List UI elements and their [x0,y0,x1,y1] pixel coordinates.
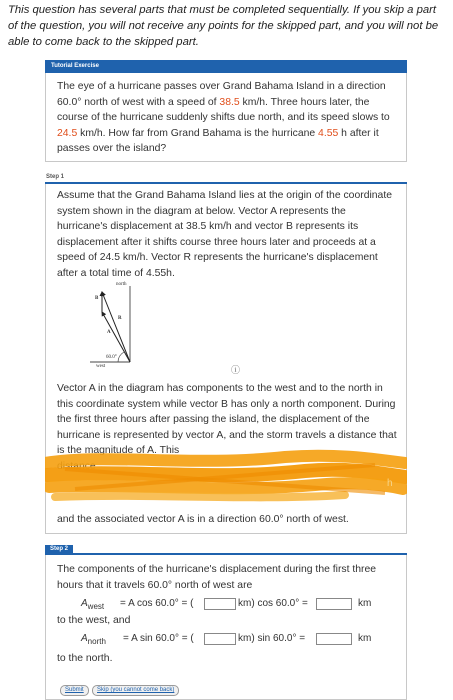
a-north-sin-text: km) sin 60.0° = [238,633,306,644]
orange-scribble [45,449,407,504]
speed2-value: 24.5 [57,127,78,139]
unit-h-label: h [387,478,393,489]
step2-intro: The components of the hurricane's displacement during the first three hours that it travels 60.0° north of west are [57,564,377,591]
step1-label: Step 1 [46,174,65,180]
a-west-cos-text: km) cos 60.0° = [238,598,308,609]
a-west-equation: = A cos 60.0° = ( [120,598,194,609]
a-west-unit: km [358,598,372,609]
a-north-symbol: A [81,633,88,644]
a-north-equation: = A sin 60.0° = ( [123,633,194,644]
a-magnitude-input-2[interactable] [204,633,236,645]
problem-text-3: km/h. How far from Grand Bahama is the hurricane [77,127,319,139]
a-west-symbol: A [81,598,88,609]
angle-arc [118,352,124,362]
time-value: 4.55 [318,127,339,139]
speed1-value: 38.5 [219,96,240,108]
vector-r-label: R [118,316,122,321]
info-icon[interactable]: ⓘ [231,365,241,375]
a-west-input[interactable] [316,598,352,610]
step1-text: Assume that the Grand Bahama Island lies at the origin of the coordinate system shown in the diagram at below. Vector A represents the hurricane's displacement at 38.5 km/h and vector B represents its displacement after it shifts course three hours later and proceeds at a speed of 24.5 km/h. Vector R represents the hurricane's displacement after a total time of 4.55h. [57,190,393,279]
tutorial-header: Tutorial Exercise [45,60,407,73]
problem-statement [57,79,397,157]
north-label: north [116,282,127,287]
a-magnitude-input-1[interactable] [204,598,236,610]
step1-cut-text: distance [57,461,96,472]
vector-a-label: A [107,330,111,335]
step1-text2: Vector A in the diagram has components to the west and to the north in this coordinate system while vector B has only a north component. During the first three hours after passing the island, the displacement of the hurricane is represented by vector A, and the storm travels a distance that is the magnitude of A. This [57,383,397,457]
west-label: west [96,364,106,369]
a-north-unit: km [358,633,372,644]
problem-text-4: h after it passes over the island? [57,127,379,155]
step1-tail: and the associated vector A is in a direction 60.0° north of west. [57,514,349,525]
problem-text-1: The eye of a hurricane passes over Grand Bahama Island in a direction 60.0° north of west with a speed of [57,81,386,108]
a-north-input[interactable] [316,633,352,645]
step2-label: Step 2 [45,545,73,553]
a-north-row [57,631,397,647]
problem-text-2: km/h. Three hours later, the course of the hurricane suddenly shifts due north, and its speed slows to [57,96,390,124]
vector-b-label: B [95,296,99,301]
angle-label: 60.0° [106,355,117,360]
submit-button[interactable]: Submit [60,685,89,696]
to-west-text: to the west, and [57,615,131,626]
skip-button[interactable]: Skip (you cannot come back) [92,685,179,696]
to-north-text: to the north. [57,653,113,664]
a-west-subscript: west [87,602,105,611]
instructions-text: This question has several parts that must be completed sequentially. If you skip a part of the question, you will not receive any points for the skipped part, and you will not be able to come back to the skipped part. [8,4,439,48]
vector-r-arrow [102,292,130,362]
a-west-row [57,596,397,612]
a-north-subscript: north [87,637,106,646]
